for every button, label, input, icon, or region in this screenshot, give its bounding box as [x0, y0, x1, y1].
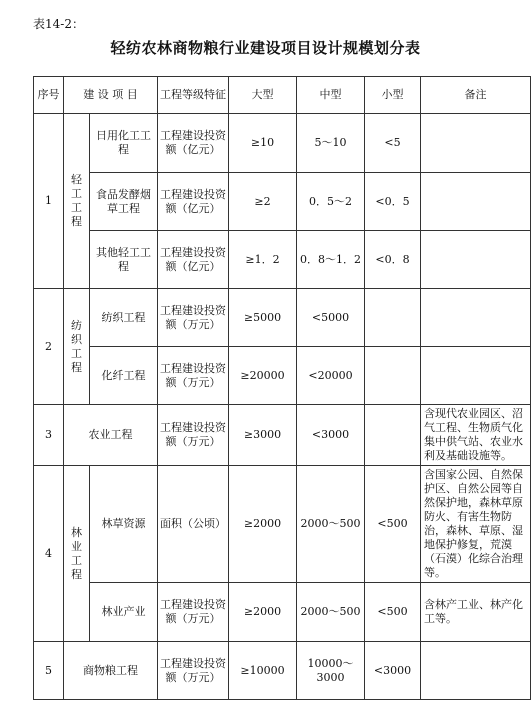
sub-item-name: 化纤工程 — [90, 347, 158, 405]
table-row — [34, 289, 531, 347]
row-number: 5 — [34, 642, 64, 700]
header-small: 小型 — [365, 77, 421, 114]
header-item: 建 设 项 目 — [64, 77, 158, 114]
small-cell: <5 — [365, 114, 421, 173]
sub-item-name: 日用化工工程 — [90, 114, 158, 173]
header-large: 大型 — [229, 77, 297, 114]
small-cell: <500 — [365, 583, 421, 642]
item-name: 商物粮工程 — [64, 642, 158, 700]
large-cell: ≥3000 — [229, 405, 297, 466]
table-row — [34, 466, 531, 583]
small-cell — [365, 289, 421, 347]
medium-cell: 0．8～1．2 — [297, 231, 365, 289]
feature-cell: 工程建设投资额（亿元） — [158, 114, 229, 173]
feature-cell: 工程建设投资额（亿元） — [158, 173, 229, 231]
header-feature: 工程等级特征 — [158, 77, 229, 114]
small-cell — [365, 347, 421, 405]
small-cell: <0．5 — [365, 173, 421, 231]
medium-cell: 0．5～2 — [297, 173, 365, 231]
medium-cell: 2000～500 — [297, 466, 365, 583]
feature-cell: 工程建设投资额（万元） — [158, 405, 229, 466]
table-row — [34, 173, 531, 231]
note-cell: 含林产工业、林产化工等。 — [421, 583, 531, 642]
sub-item-name: 食品发酵烟草工程 — [90, 173, 158, 231]
header-row — [34, 77, 531, 114]
note-cell — [421, 347, 531, 405]
row-number: 1 — [34, 114, 64, 289]
small-cell — [365, 405, 421, 466]
header-note: 备注 — [421, 77, 531, 114]
large-cell: ≥2000 — [229, 583, 297, 642]
header-no: 序号 — [34, 77, 64, 114]
category-cell: 林业工程 — [64, 466, 90, 642]
note-cell: 含国家公园、自然保护区、自然公园等自然保护地，森林草原防火、有害生物防治，森林、草原、湿地保护修复，荒漠（石漠）化综合治理等。 — [421, 466, 531, 583]
large-cell: ≥2000 — [229, 466, 297, 583]
large-cell: ≥10000 — [229, 642, 297, 700]
category-cell: 轻工工程 — [64, 114, 90, 289]
note-cell — [421, 642, 531, 700]
medium-cell: <5000 — [297, 289, 365, 347]
table-row — [34, 642, 531, 700]
medium-cell: 10000～3000 — [297, 642, 365, 700]
row-number: 4 — [34, 466, 64, 642]
large-cell: ≥2 — [229, 173, 297, 231]
feature-cell: 工程建设投资额（万元） — [158, 642, 229, 700]
table-row — [34, 114, 531, 173]
table-row — [34, 347, 531, 405]
item-name: 农业工程 — [64, 405, 158, 466]
medium-cell: <3000 — [297, 405, 365, 466]
feature-cell: 工程建设投资额（万元） — [158, 583, 229, 642]
header-medium: 中型 — [297, 77, 365, 114]
small-cell: <3000 — [365, 642, 421, 700]
row-number: 3 — [34, 405, 64, 466]
small-cell: <500 — [365, 466, 421, 583]
medium-cell: 5～10 — [297, 114, 365, 173]
table-row — [34, 405, 531, 466]
table-row — [34, 231, 531, 289]
large-cell: ≥10 — [229, 114, 297, 173]
medium-cell: <20000 — [297, 347, 365, 405]
feature-cell: 工程建设投资额（万元） — [158, 289, 229, 347]
category-cell: 纺织工程 — [64, 289, 90, 405]
sub-item-name: 林草资源 — [90, 466, 158, 583]
sub-item-name: 林业产业 — [90, 583, 158, 642]
table-row — [34, 583, 531, 642]
large-cell: ≥5000 — [229, 289, 297, 347]
note-cell: 含现代农业园区、沼气工程、生物质气化集中供气站、农业水利及基础设施等。 — [421, 405, 531, 466]
sub-item-name: 其他轻工工程 — [90, 231, 158, 289]
feature-cell: 面积（公顷） — [158, 466, 229, 583]
feature-cell: 工程建设投资额（亿元） — [158, 231, 229, 289]
sub-item-name: 纺织工程 — [90, 289, 158, 347]
note-cell — [421, 173, 531, 231]
scale-classification-table — [33, 76, 531, 700]
row-number: 2 — [34, 289, 64, 405]
medium-cell: 2000～500 — [297, 583, 365, 642]
table-number: 表14-2： — [33, 17, 84, 31]
large-cell: ≥1．2 — [229, 231, 297, 289]
note-cell — [421, 289, 531, 347]
small-cell: <0．8 — [365, 231, 421, 289]
document-title: 轻纺农林商物粮行业建设项目设计规模划分表 — [110, 39, 421, 57]
large-cell: ≥20000 — [229, 347, 297, 405]
feature-cell: 工程建设投资额（万元） — [158, 347, 229, 405]
note-cell — [421, 231, 531, 289]
note-cell — [421, 114, 531, 173]
